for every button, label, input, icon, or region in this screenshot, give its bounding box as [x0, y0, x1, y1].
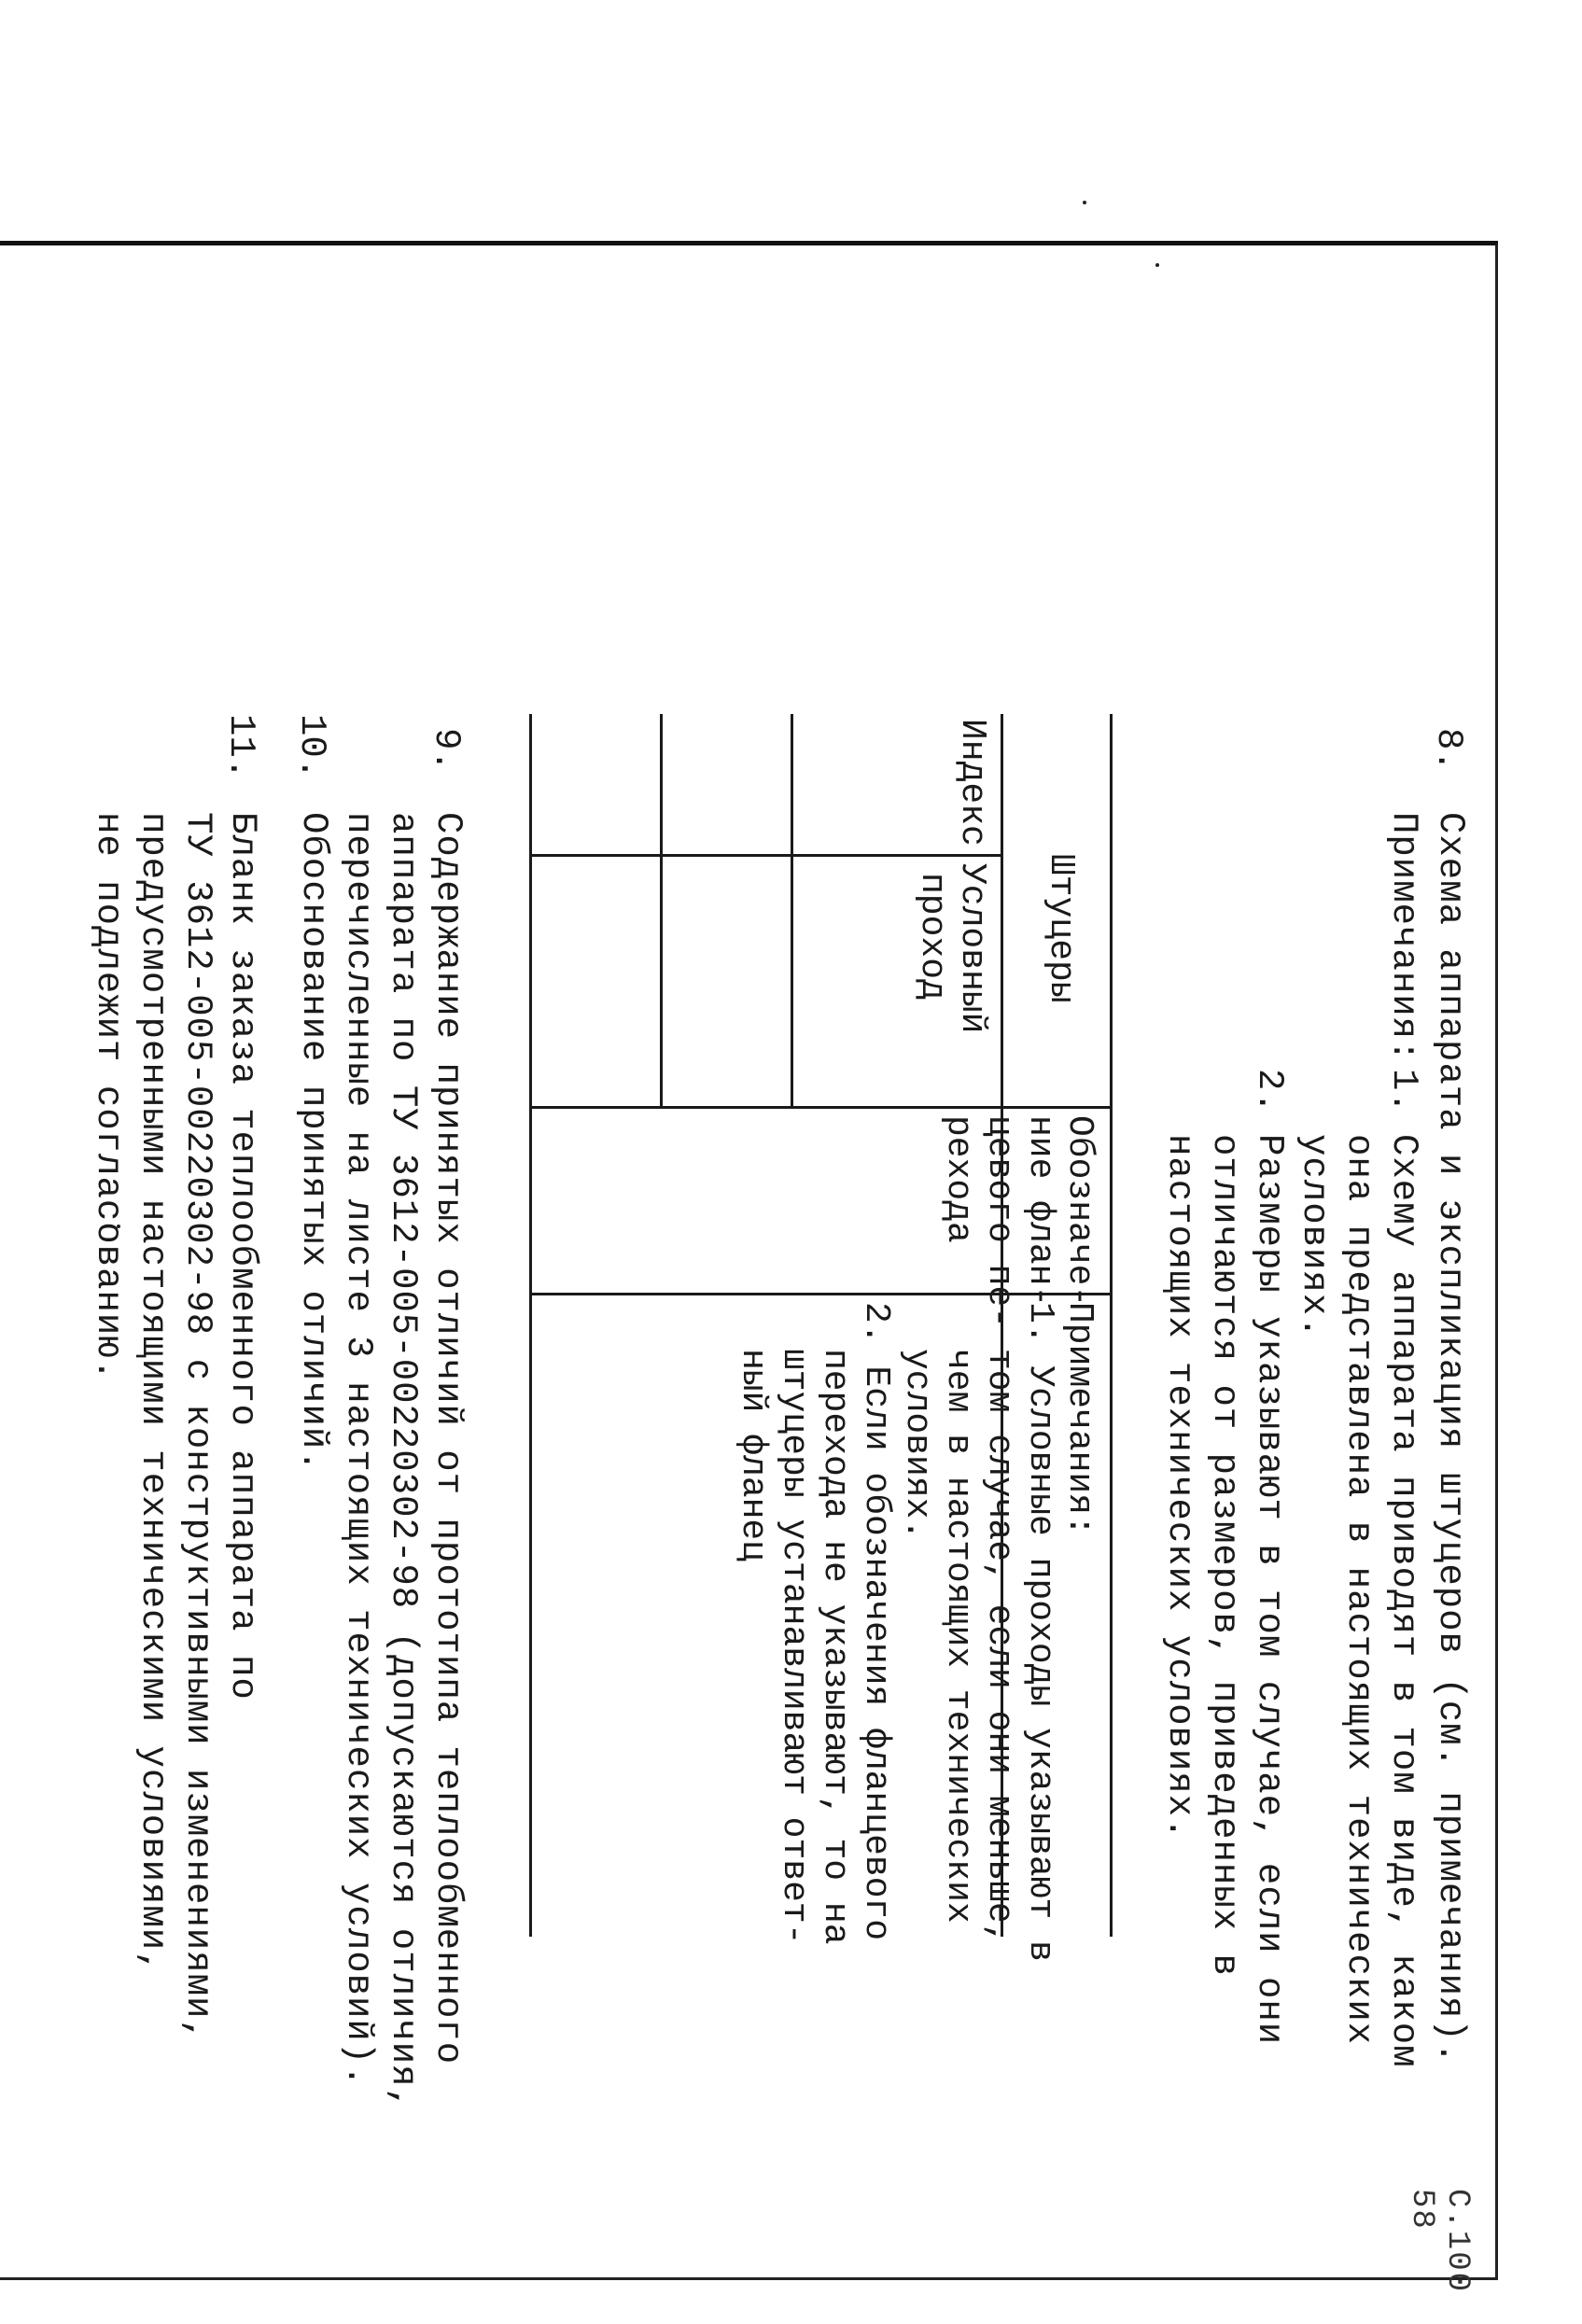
item-8-note-1-line-2: она представлена в настоящих технических: [1338, 1134, 1379, 2046]
table-note-1-line-1: 1. Условные проходы указывают в: [1020, 1302, 1060, 1962]
item-8-note-2-number: 2.: [1249, 1069, 1290, 1114]
item-10-text: Обоснование принятых отличий.: [293, 812, 334, 1473]
table-top-rule: [1110, 714, 1113, 1937]
table-col-flange-line-2: ние флан-: [1020, 1115, 1060, 1308]
item-8-note-2-line-3: настоящих технических условиях.: [1159, 1134, 1200, 1841]
table-note-1-line-4: условиях.: [897, 1349, 937, 1541]
frame-bottom-border: [0, 2277, 1498, 2280]
item-9-number: 9.: [426, 728, 467, 772]
item-8-note-2-line-2: отличаются от размеров, приведенных в: [1204, 1134, 1245, 1977]
table-note-2-line-1: 2. Если обозначения фланцевого: [856, 1302, 896, 1941]
frame-top-border: [0, 241, 1498, 245]
item-8-note-1-line-3: условиях.: [1294, 1134, 1335, 1339]
item-11-number: 11.: [220, 714, 261, 780]
table-row-rule-3: [529, 714, 532, 1937]
table-notes-header: Примечания:: [1059, 1302, 1099, 1536]
item-8-note-1-number: 1.: [1383, 1069, 1424, 1114]
item-11-line-1: Бланк заказа теплообменного аппарата по: [222, 812, 263, 1701]
table-note-2-line-2: перехода не указывают, то на: [815, 1349, 855, 1945]
item-9-line-2: аппарата по ТУ 3612-005-00220302-98 (допускаются отличия,: [383, 812, 424, 2111]
item-8-text: Схема аппарата и экспликация штуцеров (см. примечания).: [1430, 812, 1471, 2065]
table-row-rule-1: [791, 714, 793, 1106]
table-col-flange-line-3: цевого пе-: [979, 1115, 1019, 1329]
table-col-index: Индекс: [952, 719, 992, 847]
item-11-line-3: предусмотренными настоящими техническими условиями,: [133, 812, 174, 1974]
table-col-flange-line-4: рехода: [938, 1115, 978, 1243]
frame-right-border: [1495, 245, 1498, 2279]
table-note-2-line-4: ный фланец: [733, 1349, 773, 1562]
scan-speck: [1083, 201, 1086, 204]
item-8-note-2-line-1: Размеры указывают в том случае, если они: [1249, 1134, 1290, 2046]
table-group-header: Штуцеры: [1041, 854, 1081, 1003]
table-col-flange-line-1: Обозначе-: [1059, 1115, 1099, 1308]
item-8-note-1-line-1: Схему аппарата приводят в том виде, каком: [1383, 1134, 1424, 2068]
item-11-line-2: ТУ 3612-005-00220302-98 с конструктивными изменениями,: [177, 812, 218, 2042]
rotated-document-page: [28, 257, 1475, 2294]
table-row-rule-2: [660, 714, 663, 1106]
item-10-number: 10.: [291, 714, 332, 780]
item-8-number: 8.: [1428, 728, 1469, 772]
table-note-2-line-3: штуцеры устанавливают ответ-: [774, 1349, 814, 1945]
table-col-passage-line-1: Условный: [952, 863, 992, 1034]
table-col-rule-passage: [532, 1106, 1113, 1109]
item-8-notes-label: Примечания:: [1383, 812, 1424, 1063]
item-11-line-4: не подлежит согласованию.: [88, 812, 129, 1382]
page-number: С.100 58: [1404, 2189, 1475, 2294]
table-note-1-line-3: чем в настоящих технических: [938, 1349, 978, 1924]
item-9-line-3: перечисленные на листе 3 настоящих технических условий).: [338, 812, 379, 2088]
table-col-passage-line-2: проход: [912, 873, 952, 1001]
table-note-1-line-2: том случае, если они меньше,: [979, 1349, 1019, 1945]
item-9-line-1: Содержание принятых отличий от прототипа теплообменного: [427, 812, 469, 2065]
table-col-rule-index: [532, 854, 1003, 857]
